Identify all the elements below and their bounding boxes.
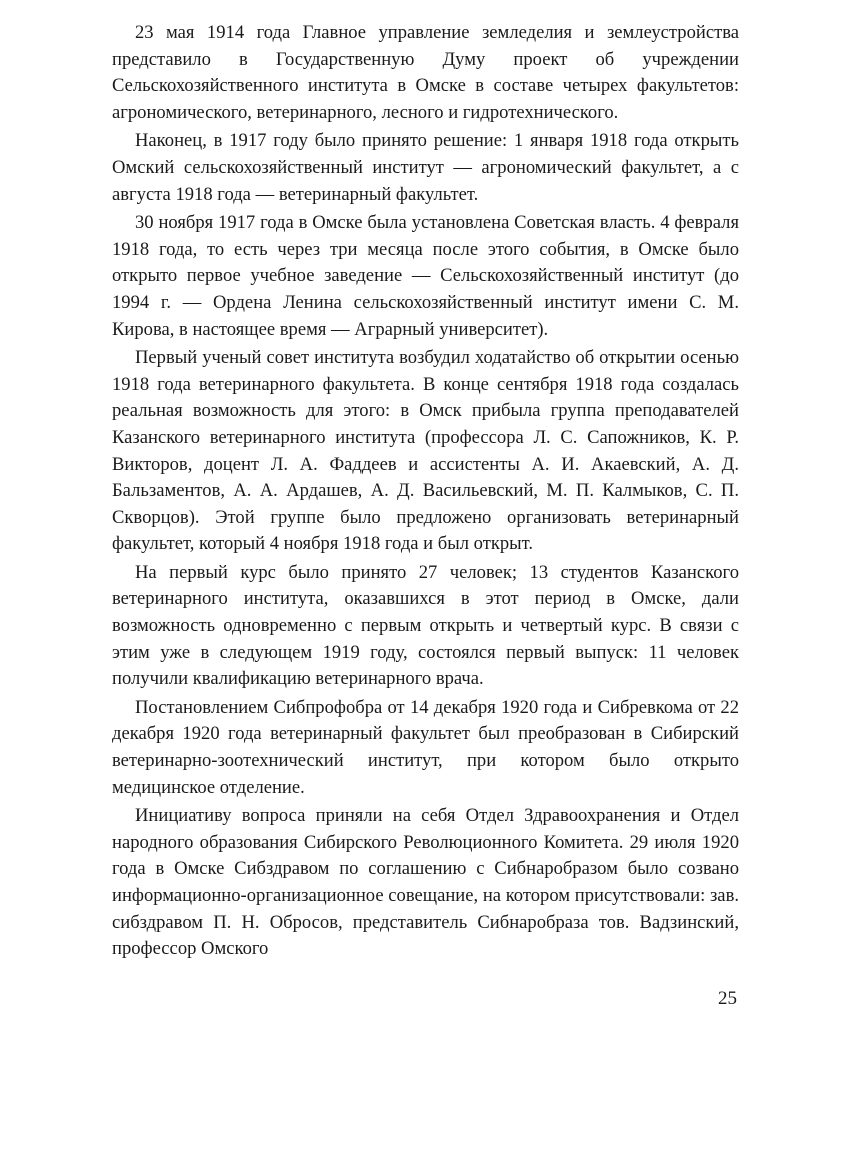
body-text (112, 20, 739, 963)
paragraph-6: Постановлением Сибпрофобра от 14 декабря 1920 года и Сибревкома от 22 декабря 1920 года ветеринарный факультет был преобразован в Сибирский ветеринарно-зоотехнический институт, при котором было открыто медицинское отделение. (112, 696, 739, 798)
page-number: 25 (718, 988, 737, 1009)
paragraph-4: Первый ученый совет института возбудил ходатайство об открытии осенью 1918 года ветеринарного факультета. В конце сентября 1918 года создалась реальная возможность для этого: в Омск прибыла группа преподавателей Казанского ветеринарного института (профессора Л. С. Сапожников, К. Р. Викторов, доцент Л. А. Фаддеев и ассистенты А. И. Акаевский, А. Д. Бальзаментов, А. А. Ардашев, А. Д. Васильевский, М. П. Калмыков, С. П. Скворцов). Этой группе было предложено организовать ветеринарный факультет, который 4 ноября 1918 года и был открыт. (112, 347, 739, 555)
book-page (112, 20, 739, 1140)
paragraph-3: 30 ноября 1917 года в Омске была установлена Советская власть. 4 февраля 1918 года, то есть через три месяца после этого события, в Омске было открыто первое учебное заведение — Сельскохозяйственный институт (до 1994 г. — Ордена Ленина сельскохозяйственный институт имени С. М. Кирова, в настоящее время — Аграрный университет). (112, 212, 739, 340)
paragraph-5: На первый курс было принято 27 человек; 13 студентов Казанского ветеринарного института, оказавшихся в этот период в Омске, дали возможность одновременно с первым открыть и четвертый курс. В связи с этим уже в следующем 1919 году, состоялся первый выпуск: 11 человек получили квалификацию ветеринарного врача. (112, 561, 739, 690)
paragraph-1: 23 мая 1914 года Главное управление земледелия и землеустройства представило в Государственную Думу проект об учреждении Сельскохозяйственного института в Омске в составе четырех факультетов: агрономического, ветеринарного, лесного и гидротехнического. (112, 22, 739, 123)
paragraph-7: Инициативу вопроса приняли на себя Отдел Здравоохранения и Отдел народного образования Сибирского Революционного Комитета. 29 июля 1920 года в Омске Сибздравом по соглашению с Сибнаробразом было созвано информационно-организационное совещание, на котором присутствовали: зав. сибздравом П. Н. Обросов, представитель Сибнаробраза тов. Вадзинский, профессор Омского (112, 805, 739, 960)
paragraph-2: Наконец, в 1917 году было принято решение: 1 января 1918 года открыть Омский сельскохозяйственный институт — агрономический факультет, а с августа 1918 года — ветеринарный факультет. (112, 130, 739, 205)
